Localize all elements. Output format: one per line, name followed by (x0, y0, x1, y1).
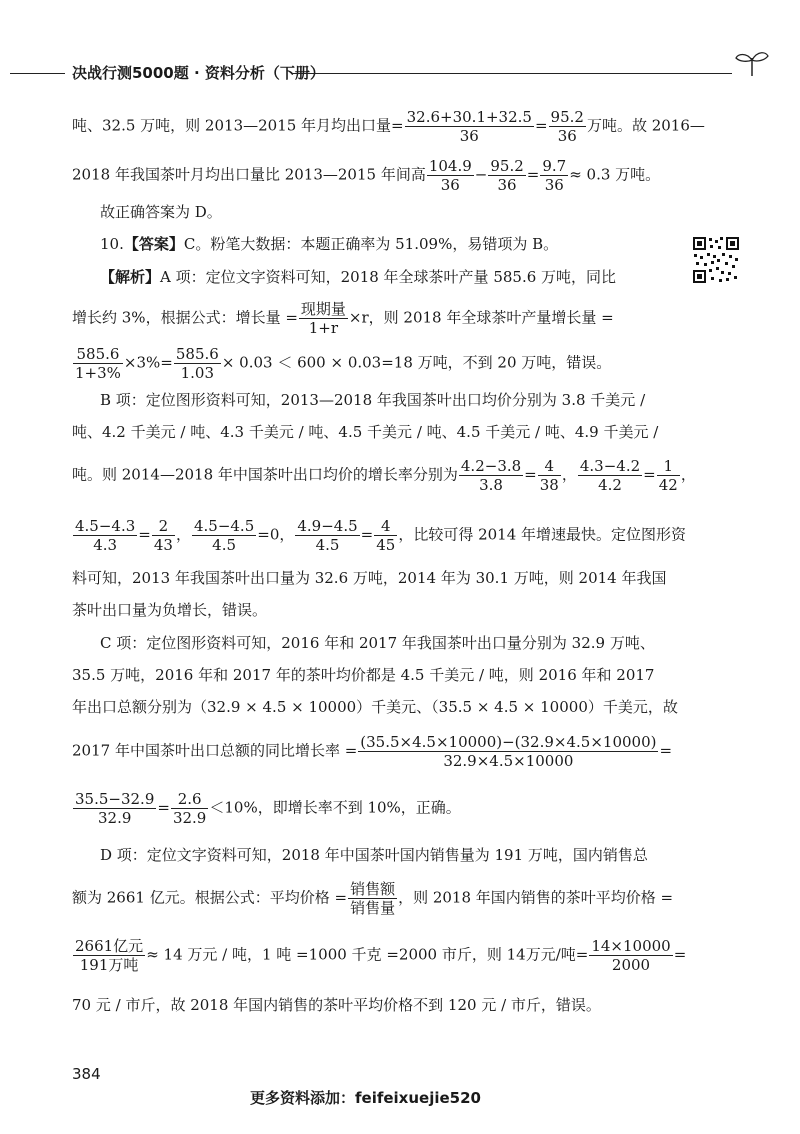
fraction: $\frac{4}{45}$ (376, 517, 396, 554)
fraction: $\frac{104.9}{36}$ (428, 157, 472, 194)
text-line-11: $\frac{4.5-4.3}{4.3}$ = $\frac{2}{43}$ ， $\frac{4.5-4.5}{4.5}$ =0， $\frac{4.9-4.5}{4.5}$ = $\frac{4}{45}$ ，比较可得 2014 年增速最快。定位图形资 (75, 517, 687, 554)
text-line-12: 料可知，2013 年我国茶叶出口量为 32.6 万吨，2014 年为 30.1 万吨，则 2014 年我国 (72, 569, 667, 587)
text-line-1: 吨、32.5 万吨，则 2013—2015 年月均出口量= $\frac{32.6+30.1+32.5}{36}$ = $\frac{95.2}{36}$ 万吨。故 2016— (72, 108, 705, 145)
fraction: $\frac{2.6}{32.9}$ (172, 790, 207, 827)
header-rule-left (10, 73, 65, 74)
question-10-answer: 10.【答案】C。粉笔大数据：本题正确率为 51.09%，易错项为 B。 (100, 235, 559, 253)
footer-note: 更多资料添加：feifeixuejie520 (250, 1089, 481, 1107)
text-line-21: $\frac{\text{2661亿元}}{\text{191万吨}}$ ≈ 14 万元 / 吨，1 吨 =1000 千克 =2000 市斤，则 14万元/吨= $\frac{14\times 10000}{2000}$ = (75, 937, 687, 974)
option-c-line-2: 35.5 万吨，2016 年和 2017 年的茶叶均价都是 4.5 千美元 / 吨，则 2016 年和 2017 (72, 666, 655, 684)
text-line-10: 吨。则 2014—2018 年中国茶叶出口均价的增长率分别为 $\frac{4.2-3.8}{3.8}$ = $\frac{4}{38}$ ， $\frac{4.3-4.2}{4.2}$ = $\frac{1}{42}$ ， (72, 457, 696, 494)
text-line-7: $\frac{585.6}{1+3\%}$ ×3%= $\frac{585.6}{1.03}$ × 0.03 ＜ 600 × 0.03=18 万吨，不到 20 万吨，错误。 (75, 345, 612, 382)
answer-line: 故正确答案为 D。 (100, 203, 222, 221)
running-header (10, 62, 780, 86)
option-b-line-1: B 项：定位图形资料可知，2013—2018 年我国茶叶出口均价分别为 3.8 千美元 / (100, 391, 646, 409)
fraction: $\frac{2}{43}$ (153, 517, 173, 554)
text-line-6: 增长约 3%，根据公式：增长量 = $\frac{\text{现期量}}{1+r}$ ×r，则 2018 年全球茶叶产量增长量 = (72, 300, 614, 337)
sprout-icon (732, 48, 772, 78)
text-line-22: 70 元 / 市斤，故 2018 年国内销售的茶叶平均价格不到 120 元 / 市斤，错误。 (72, 996, 601, 1014)
text-line-20: 额为 2661 亿元。根据公式：平均价格 = $\frac{\text{销售额}}{\text{销售量}}$ ，则 2018 年国内销售的茶叶平均价格 = (72, 880, 674, 917)
fraction: $\frac{4.3-4.2}{4.2}$ (579, 457, 641, 494)
fraction: $\frac{4.5-4.3}{4.3}$ (75, 517, 136, 554)
fraction: $\frac{\text{现期量}}{1+r}$ (300, 300, 346, 337)
option-c-line-1: C 项：定位图形资料可知，2016 年和 2017 年我国茶叶出口量分别为 32.9 万吨、 (100, 634, 655, 652)
fraction: $\frac{14\times 10000}{2000}$ (591, 937, 671, 974)
text-line-18: $\frac{35.5-32.9}{32.9}$ = $\frac{2.6}{32.9}$ ＜10%，即增长率不到 10%，正确。 (75, 790, 461, 827)
header-rule-right (292, 73, 732, 74)
fraction: $\frac{4.9-4.5}{4.5}$ (297, 517, 358, 554)
option-b-line-2: 吨、4.2 千美元 / 吨、4.3 千美元 / 吨、4.5 千美元 / 吨、4.5 千美元 / 吨、4.9 千美元 / (72, 423, 659, 441)
fraction: $\frac{32.6+30.1+32.5}{36}$ (406, 108, 532, 145)
fraction: $\frac{4.2-3.8}{3.8}$ (460, 457, 522, 494)
text-line-17: 2017 年中国茶叶出口总额的同比增长率 = $\frac{(35.5\times 4.5\times 10000)-(32.9\times 4.5\times 10000)}{32.9\times 4.5\times 10000}$ = (72, 733, 673, 770)
option-d-line-1: D 项：定位文字资料可知，2018 年中国茶叶国内销售量为 191 万吨，国内销售总 (100, 846, 648, 864)
fraction: $\frac{35.5-32.9}{32.9}$ (75, 790, 155, 827)
fraction: $\frac{95.2}{36}$ (490, 157, 524, 194)
fraction: $\frac{9.7}{36}$ (542, 157, 567, 194)
header-title: 决战行测5000题 · 资料分析（下册） (72, 64, 325, 82)
text-line-13: 茶叶出口量为负增长，错误。 (72, 601, 268, 619)
analysis-intro: 【解析】A 项：定位文字资料可知，2018 年全球茶叶产量 585.6 万吨，同比 (100, 268, 617, 286)
fraction: $\frac{1}{42}$ (658, 457, 678, 494)
text-line-2: 2018 年我国茶叶月均出口量比 2013—2015 年间高 $\frac{104.9}{36}$ − $\frac{95.2}{36}$ = $\frac{9.7}{36}$ ≈ 0.3 万吨。 (72, 157, 661, 194)
fraction: $\frac{\text{销售额}}{\text{销售量}}$ (350, 880, 396, 917)
fraction: $\frac{585.6}{1.03}$ (175, 345, 219, 382)
qr-code-image (692, 236, 740, 284)
fraction: $\frac{\text{2661亿元}}{\text{191万吨}}$ (75, 937, 144, 974)
fraction: $\frac{585.6}{1+3\%}$ (75, 345, 121, 382)
page-number: 384 (72, 1065, 101, 1083)
option-c-line-3: 年出口总额分别为（32.9 × 4.5 × 10000）千美元、（35.5 × 4.5 × 10000）千美元，故 (72, 698, 678, 716)
fraction: $\frac{4}{38}$ (539, 457, 559, 494)
fraction: $\frac{95.2}{36}$ (550, 108, 584, 145)
fraction: $\frac{(35.5\times 4.5\times 10000)-(32.9\times 4.5\times 10000)}{32.9\times 4.5\times 10000}$ (360, 733, 657, 770)
fraction: $\frac{4.5-4.5}{4.5}$ (193, 517, 255, 554)
